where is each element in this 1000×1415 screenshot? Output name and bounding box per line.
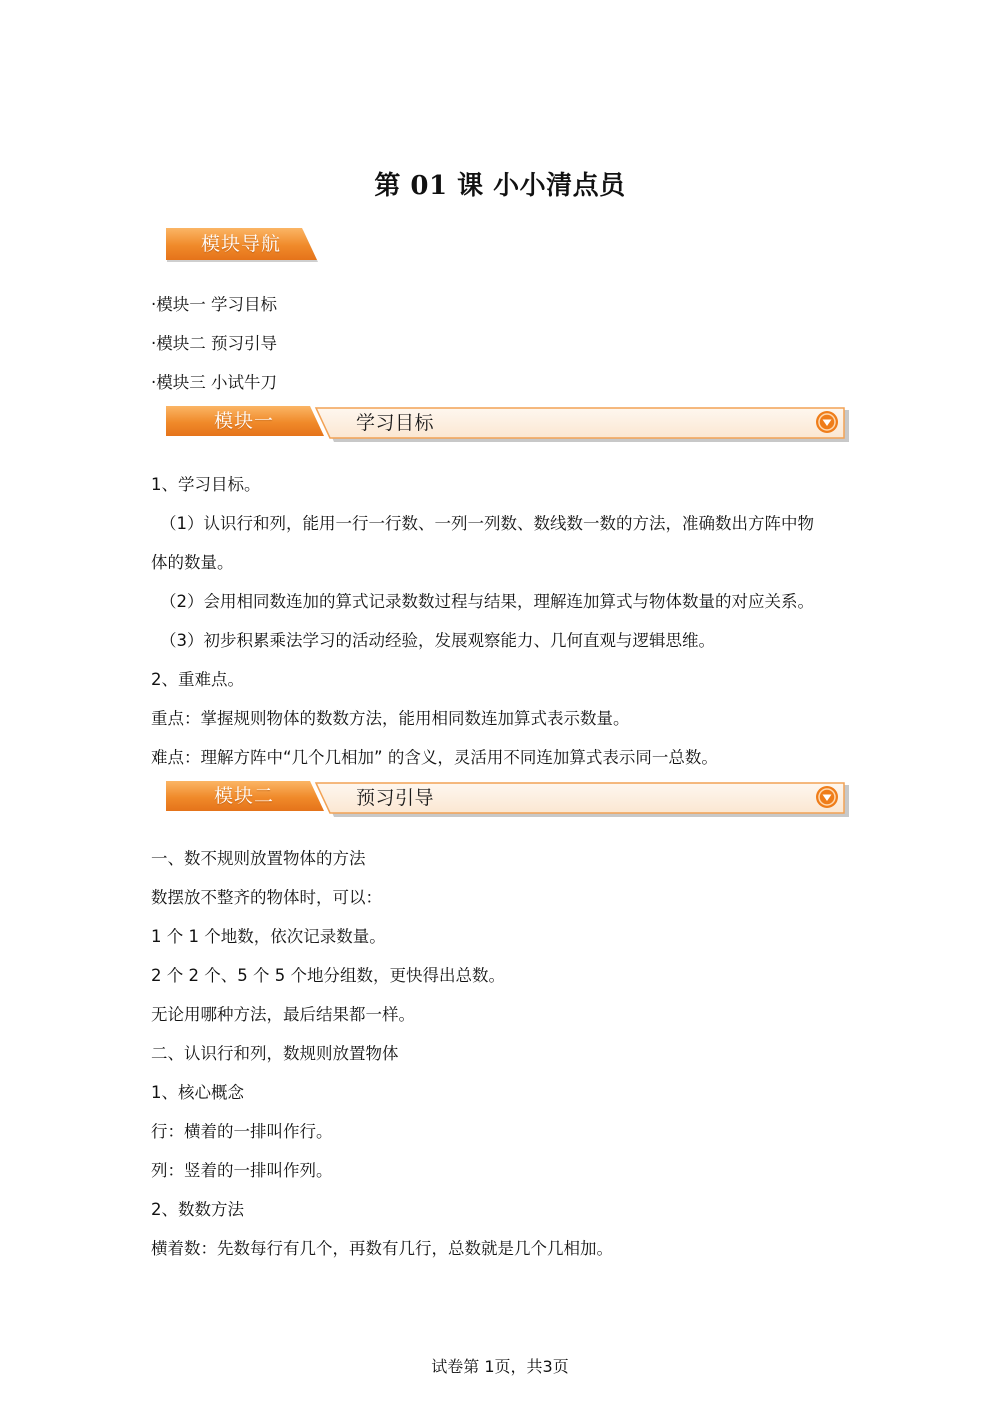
module-1-line-1: 1、学习目标。 <box>151 475 261 494</box>
nav-tab-label: 模块导航 <box>200 233 281 255</box>
module-2-line-8: 行：横着的一排叫作行。 <box>151 1122 333 1141</box>
module-1-banner <box>166 406 850 442</box>
module-2-line-10: 2、数数方法 <box>151 1200 244 1219</box>
nav-item-module-2: ·模块二 预习引导 <box>151 334 277 353</box>
module-2-banner <box>166 781 850 817</box>
module-2-line-11: 横着数：先数每行有几个，再数有几行，总数就是几个几相加。 <box>151 1239 613 1258</box>
nav-item-module-1: ·模块一 学习目标 <box>151 295 277 314</box>
module-1-line-7: 重点：掌握规则物体的数数方法，能用相同数连加算式表示数量。 <box>151 709 630 728</box>
chevron-down-circle-icon[interactable] <box>815 785 839 809</box>
module-1-line-5: （3）初步积累乘法学习的活动经验，发展观察能力、几何直观与逻辑思维。 <box>160 631 715 650</box>
module-2-line-3: 1 个 1 个地数，依次记录数量。 <box>151 927 386 946</box>
module-1-line-6: 2、重难点。 <box>151 670 244 689</box>
module-2-name: 预习引导 <box>356 787 435 809</box>
module-1-line-4: （2）会用相同数连加的算式记录数数过程与结果，理解连加算式与物体数量的对应关系。 <box>160 592 814 611</box>
module-1-line-8: 难点：理解方阵中“几个几相加” 的含义，灵活用不同连加算式表示同一总数。 <box>151 748 718 767</box>
nav-item-module-3: ·模块三 小试牛刀 <box>151 373 277 392</box>
page-title: 第 01 课 小小清点员 <box>374 171 626 201</box>
module-2-tag: 模块二 <box>213 785 274 807</box>
module-1-tag: 模块一 <box>213 410 274 432</box>
module-1-name: 学习目标 <box>356 412 435 434</box>
module-2-line-2: 数摆放不整齐的物体时，可以： <box>151 888 382 907</box>
module-2-line-4: 2 个 2 个、5 个 5 个地分组数，更快得出总数。 <box>151 966 505 985</box>
module-2-line-6: 二、认识行和列，数规则放置物体 <box>151 1044 399 1063</box>
module-1-line-3: 体的数量。 <box>151 553 234 572</box>
module-nav-tab <box>166 228 318 262</box>
module-2-line-1: 一、数不规则放置物体的方法 <box>151 849 366 868</box>
module-2-line-9: 列：竖着的一排叫作列。 <box>151 1161 333 1180</box>
page-footer: 试卷第 1页，共3页 <box>431 1357 569 1376</box>
chevron-down-circle-icon[interactable] <box>815 410 839 434</box>
module-2-line-7: 1、核心概念 <box>151 1083 244 1102</box>
module-2-line-5: 无论用哪种方法，最后结果都一样。 <box>151 1005 415 1024</box>
module-1-line-2: （1）认识行和列，能用一行一行数、一列一列数、数线数一数的方法，准确数出方阵中物 <box>160 514 814 533</box>
